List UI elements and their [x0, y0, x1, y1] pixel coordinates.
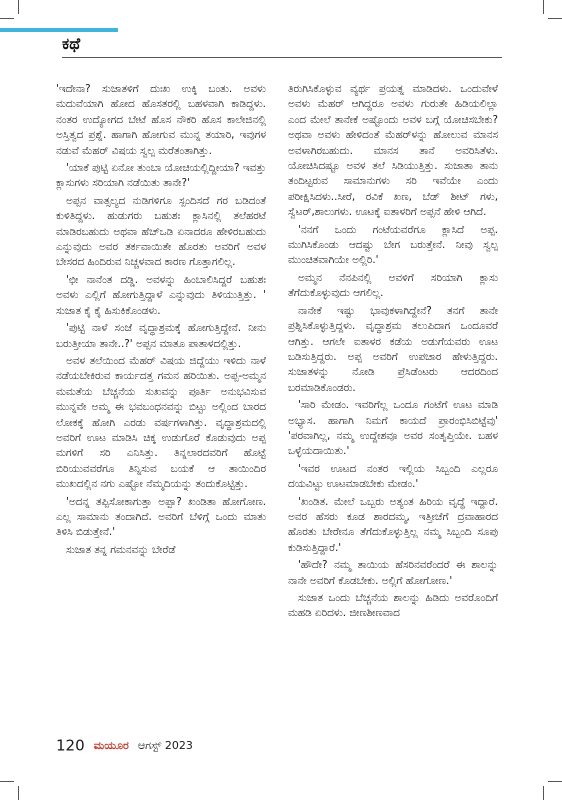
- paragraph: ಅವಳ ತಲೆಯಿಂದ ಮೆಹರ್ ವಿಷಯ ಜಿದ್ದೆಯು ಇಳಿದು ನಾಳೆ ನಡೆಯಬೇಕಿರುವ ಕಾರ್ಯದತ್ತ ಗಮನ ಹರಿಯಿತು. ಅಪ್ಪ-ಅಮ್ಮನ ಮಮತೆಯ ಬೆಚ್ಚನೆಯ ಸುಖವನ್ನು ಪೂರ್ತಿ ಅನುಭವಿಸುವ ಮುನ್ನವೇ ಅಮ್ಮ ಈ ಭವಬಂಧನವನ್ನು ಬಿಟ್ಟು ಅಲ್ಲಿಂದ ಬಾರದ ಲೋಕಕ್ಕೆ ಹೋಗಿ ಎರಡು ವರ್ಷಗಳಾಗಿತ್ತು. ವೃದ್ಧಾಶ್ರಮದಲ್ಲಿ ಅವರಿಗೆ ಊಟ ಮಾಡಿಸಿ ಚಿಕ್ಕ ಉಡುಗೊರೆ ಕೊಡುವುದು ಅಪ್ಪ ಮಗಳಿಗೆ ಸರಿ ಎನಿಸಿತ್ತು. ತಿನ್ನಲಾರದವರಿಗೆ ಹೊಟ್ಟೆ ಬಿರಿಯುವವರೆಗೂ ತಿನ್ನಿಸುವ ಬಯಕೆ ಆ ತಾಯಿಂದಿರ ಮುಖದಲ್ಲಿನ ನಗು ಎಷ್ಟೋ ನೆಮ್ಮದಿಯನ್ನು ತಂದುಕೊಟ್ಟಿತ್ತು.: [56, 354, 266, 491]
- issue-date: ಆಗಸ್ಟ್ 2023: [137, 738, 193, 752]
- header-rule: [62, 57, 502, 58]
- paragraph: 'ನನಗೆ ಒಂದು ಗಂಟೆಯವರೆಗೂ ಕ್ಲಾಸಿದೆ ಅಪ್ಪ. ಮುಗಿಸಿಕೊಂಡು ಆದಷ್ಟು ಬೇಗ ಬರುತ್ತೇನೆ. ನೀವು ಸ್ವಲ್ಪ ಮುಂಚಿತವಾಗಿಯೇ ಅಲ್ಲಿರಿ.': [288, 223, 498, 267]
- accent-bar: [0, 28, 118, 32]
- crop-mark: [0, 781, 14, 782]
- crop-mark: [18, 786, 19, 800]
- paragraph: 'ಸಾರಿ ಮೇಡಂ. ಇವರಿಗೆಲ್ಲ ಒಂದೂ ಗಂಟೆಗೆ ಊಟ ಮಾಡಿ ಅಭ್ಯಾಸ. ಹಾಗಾಗಿ ನಿಮಗೆ ಕಾಯದೆ ಪ್ರಾರಂಭಿಸಿಬಿಟ್ಟೆವು' 'ಪರವಾಗಿಲ್ಲ, ನಮ್ಮ ಉದ್ದೇಶವೂ ಅವರ ಸಂತೃಪ್ತಿಯೇ. ಬಹಳ ಒಳ್ಳೆಯದಾಯಿತು.': [288, 399, 498, 458]
- crop-mark: [18, 0, 19, 14]
- crop-mark: [548, 18, 562, 19]
- paragraph: 'ಖಂಡಿತ. ಮೇಲೆ ಒಬ್ಬರು ಅತ್ಯಂತ ಹಿರಿಯ ವೃದ್ಧೆ ಇದ್ದಾರೆ. ಅವರ ಹೆಸರು ಕೂಡ ಶಾರದಮ್ಮ, ಇತ್ತೀಚೆಗೆ ದ್ರವಾಹಾರದ ಹೊರತು ಬೇರೇನೂ ತೆಗೆದುಕೊಳ್ಳುತ್ತಿಲ್ಲ ನಮ್ಮ ಸಿಬ್ಬಂದಿ ಸೂಪು ಕುಡಿಸುತ್ತಿದ್ದಾರೆ.': [288, 495, 498, 554]
- page-number: 120: [56, 736, 85, 755]
- paragraph: 'ಅದನ್ನ ತಪ್ಪಿಸೋಕಾಗುತ್ತಾ ಅಪ್ಪಾ? ಖಂಡಿತಾ ಹೋಗೋಣ. ಎಲ್ಲ ಸಾಮಾನು ತಂದಾಗಿದೆ. ಅವರಿಗೆ ಬೆಳಿಗ್ಗೆ ಒಂದು ಮಾತು ತಿಳಿಸಿ ಬಿಡುತ್ತೇನೆ.': [56, 495, 266, 539]
- paragraph: 'ಪುಟ್ಟಿ ನಾಳೆ ಸಂಜೆ ವೃದ್ಧಾಶ್ರಮಕ್ಕೆ ಹೋಗುತ್ತಿದ್ದೇನೆ. ನೀನು ಬರುತ್ತೀಯಾ ತಾನೇ..?' ಅಪ್ಪನ ಮಾತೂ ಪಾತಾಳದಲ್ಲಿತ್ತು.: [56, 322, 266, 350]
- paragraph: ನಾನೇಕೆ ಇಷ್ಟು ಭಾವುಕಳಾಗಿದ್ದೇನೆ? ತನಗೆ ತಾನೇ ಪ್ರಶ್ನಿಸಿಕೊಳ್ಳುತ್ತಿದ್ದಳು. ವೃದ್ಧಾಶ್ರಮ ತಲುಪಿದಾಗ ಒಂದೂವರೆ ಆಗಿತ್ತು. ಆಗಲೇ ಐತಾಳರ ಕಡೆಯ ಅಡುಗೆಯವರು ಊಟ ಬಡಿಸುತ್ತಿದ್ದರು. ಅಪ್ಪ ಅವರಿಗೆ ಉಪಚಾರ ಹೇಳುತ್ತಿದ್ದರು. ಸುಜಾತಳನ್ನು ನೋಡಿ ಪ್ರೆಸಿಡೆಂಟರು ಆದರದಿಂದ ಬರಮಾಡಿಕೊಂಡರು.: [288, 304, 498, 394]
- paragraph: 'ಯಾಕೆ ಪುಟ್ಟಿ ಏನೋ ತುಂಬಾ ಯೋಚಿಯಲ್ಲಿದ್ದೀಯಾ? ಇವತ್ತು ಕ್ಲಾಸುಗಳು ಸರಿಯಾಗಿ ನಡೆಯಿತು ತಾನೇ?': [56, 162, 266, 190]
- paragraph: ಅಪ್ಪನ ವಾತ್ಸಲ್ಯದ ನುಡಿಗಳಿಗೂ ಸ್ಪಂದಿಸದೆ ಗರ ಬಡಿದಂತೆ ಕುಳಿತಿದ್ದಳು. ಹುಡುಗರು ಬಹುಶಃ ಕ್ಲಾಸಿನಲ್ಲಿ ತಲೆಹರಟೆ ಮಾಡಿರಬಹುದು ಅಥವಾ ಹೆಚ್ಒಡಿ ಏನಾದರೂ ಹೇಳಿರಬಹುದು ಎನ್ನುವುದು ಅವರ ತರ್ಕವಾಯಿತೇ ಹೊರತು ಅವರಿಗೆ ಅವಳ ಬೇಸರದ ಹಿಂದಿರುವ ನಿಚ್ಚಳವಾದ ಕಾರಣ ಗೊತ್ತಾಗಲಿಲ್ಲ.: [56, 194, 266, 269]
- crop-mark: [0, 18, 14, 19]
- crop-mark: [543, 786, 544, 800]
- paragraph: ಅಮ್ಮನ ನೆನಪಿನಲ್ಲಿ ಅವಳಿಗೆ ಸರಿಯಾಗಿ ಕ್ಲಾಸು ತೆಗೆದುಕೊಳ್ಳುವುದು ಆಗಲಿಲ್ಲ.: [288, 271, 498, 300]
- right-column: [288, 82, 498, 727]
- paragraph: ಸುಜಾತ ತನ್ನ ಗಮನವನ್ನು ಬೇರೆಡೆ: [66, 543, 176, 556]
- paragraph: ಸುಜಾತ ಒಂದು ಬೆಚ್ಚನೆಯ ಶಾಲನ್ನು ಹಿಡಿದು ಅವರೊಂದಿಗೆ ಮಹಡಿ ಏರಿದಳು. ಜೀಣಶೀಣವಾದ: [288, 592, 498, 620]
- paragraph: ತಿರುಗಿಸಿಕೊಳ್ಳುವ ವ್ಯರ್ಥ ಪ್ರಯತ್ನ ಮಾಡಿದಳು. ಒಂದುವೇಳೆ ಅವಳು ಮೆಹರ್ ಆಗಿದ್ದರೂ ಅವಳು ಗುರುತೇ ಹಿಡಿಯಲಿಲ್ಲಾ ಎಂದ ಮೇಲೆ ತಾನೇಕೆ ಅಷ್ಟೊಂದು ಅವಳ ಬಗ್ಗೆ ಯೋಚಿಸಬೇಕು? ಅಥವಾ ಅವಳು ಹೇಳಿದಂತೆ ಮೆಹರ್‌ಳನ್ನು ಹೋಲುವ ಮಾನಸ ಅವಳಾಗಿರಬಹುದು. ಮಾನಸ ತಾನೆ ಅವರಿಸಿತೆಳು. ಯೋಚಿಸಿದಷ್ಟೂ ಅವಳ ತಲೆ ಸಿಡಿಯುತ್ತಿತ್ತು. ಸುಜಾತಾ ತಾನು ತಂದಿಟ್ಟರುವ ಸಾಮಾನುಗಳು ಸರಿ ಇವೆಯೇ ಎಂದು ಪರೀಕ್ಷಿಸಿದಳು..ಸೀರೆ, ರವಿಕೆ ಖಣ, ಬೆಡ್ ಶೀಟ್ ಗಳು, ಸ್ವೆಟರ್,ಶಾಲುಗಳು. ಊಟಕ್ಕೆ ಐತಾಳರಿಗೆ ಅಪ್ಪನೆ ಹೇಳಿ ಆಗಿದೆ.: [288, 83, 498, 219]
- crop-mark: [543, 0, 544, 14]
- paragraph: 'ಇದೇನಾ? ಸುಜಾತಳಿಗೆ ದುಃಖ ಉಕ್ಕಿ ಬಂತು. ಅವಳು ಮದುವೆಯಾಗಿ ಹೋದ ಹೊಸತರಲ್ಲಿ ಬಹಳವಾಗಿ ಕಾಡಿದ್ದಳು. ನಂತರ ಉದ್ಯೋಗದ ಬೇಟೆ ಹೊಸ ನೌಕರಿ ಹೊಸ ಕಾಲೇಜಿನಲ್ಲಿ ಅಸ್ತಿತ್ವದ ಪ್ರಶ್ನೆ. ಹಾಗಾಗಿ ಹೋಗುವ ಮುನ್ನ ತಯಾರಿ, ಇವುಗಳ ನಡುವೆ ಮೆಹರ್ ವಿಷಯ ಸ್ವಲ್ಪ ಮರೆತಂತಾಗಿತ್ತು.: [56, 83, 266, 157]
- section-header: [0, 28, 562, 62]
- crop-mark: [548, 781, 562, 782]
- magazine-logo: ಮಯೂರ: [93, 738, 129, 752]
- paragraph: 'ಹೌದೇ? ನಮ್ಮ ತಾಯಿಯ ಹೆಸರಿನವರೆಂದರೆ ಈ ಶಾಲನ್ನು ನಾನೇ ಅವರಿಗೆ ಕೊಡಬೇಕು. ಅಲ್ಲಿಗೆ ಹೋಗೋಣ.': [288, 559, 498, 587]
- left-column: [56, 82, 266, 727]
- paragraph: 'ಇವರ ಊಟದ ನಂತರ ಇಲ್ಲಿಯ ಸಿಬ್ಬಂದಿ ಎಲ್ಲರೂ ದಯವಿಟ್ಟು ಊಟಮಾಡಬೇಕು ಮೇಡಂ.': [288, 462, 498, 491]
- page-footer: [56, 735, 193, 759]
- paragraph: 'ಛೀ ನಾನೆಂತ ದಡ್ಡಿ. ಅವಳನ್ನು ಹಿಂಬಾಲಿಸಿದ್ದರೆ ಬಹುಶಃ ಅವಳು ಎಲ್ಲಿಗೆ ಹೋಗುತ್ತಿದ್ದಾಳೆ ಎನ್ನುವುದು ತಿಳಿಯುತ್ತಿತ್ತು. ' ಸುಜಾತ ಕೈ ಕೈ ಹಿಸುಕಿಕೊಂಡಳು.: [56, 273, 266, 317]
- section-title: ಕಥೆ: [62, 34, 81, 53]
